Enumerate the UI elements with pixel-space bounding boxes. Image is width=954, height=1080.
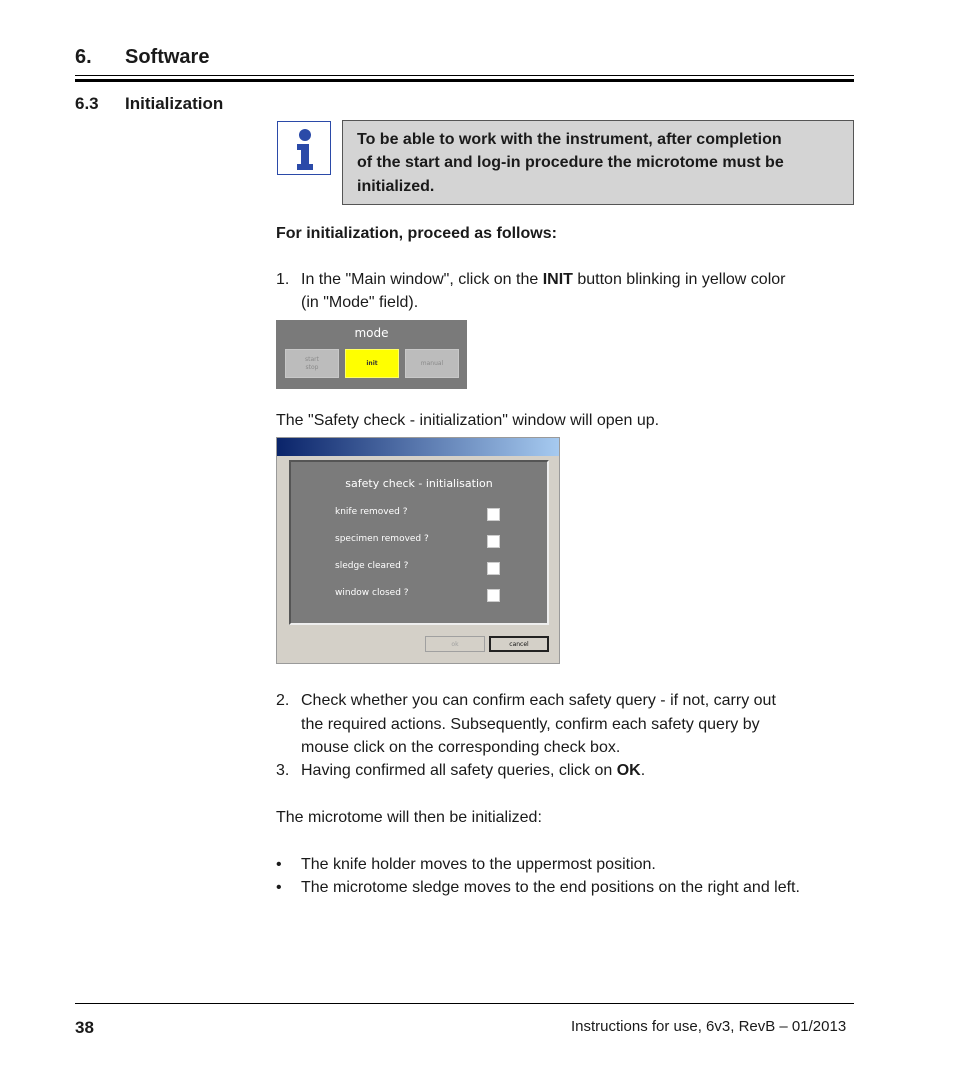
intro-text: For initialization, proceed as follows: [276,225,557,242]
bullet-symbol: • [276,879,282,896]
cancel-button[interactable]: cancel [489,636,549,652]
footer-rule [75,1003,854,1004]
mode-panel-screenshot [276,320,467,389]
dialog-titlebar [277,438,559,456]
info-icon [277,121,331,175]
note-line: of the start and log-in procedure the microtome must be [357,154,784,171]
bullet-symbol: • [276,856,282,873]
step-number: 2. [276,692,290,709]
header-rule-thin [75,75,854,76]
step2-line: mouse click on the corresponding check box. [301,739,621,756]
step1-line1 [301,268,785,291]
step2-line: Check whether you can confirm each safety query - if not, carry out [301,692,776,709]
safety-intro-text: The "Safety check - initialization" window will open up. [276,412,660,429]
start-label: start [305,355,319,363]
dialog-heading: safety check - initialisation [345,477,493,490]
step1-text: In the "Main window", click on the [301,271,543,288]
section-number: 6.3 [75,94,99,113]
checkbox-specimen-removed[interactable] [487,535,500,548]
stop-label: stop [305,363,319,371]
page-number: 38 [75,1018,94,1037]
query-sledge-cleared: sledge cleared ? [335,561,409,571]
dialog-panel [289,460,549,625]
query-window-closed: window closed ? [335,588,409,598]
bullet-item: The knife holder moves to the uppermost position. [301,856,656,873]
safety-dialog-screenshot [276,437,560,664]
step-number: 1. [276,271,290,288]
result-text: The microtome will then be initialized: [276,809,542,826]
step2-line: the required actions. Subsequently, confirm each safety query by [301,716,760,733]
note-line: initialized. [357,178,435,195]
query-knife-removed: knife removed ? [335,507,408,517]
bullet-item: The microtome sledge moves to the end positions on the right and left. [301,879,800,896]
chapter-title: Software [125,46,210,68]
start-stop-button[interactable] [285,349,339,378]
step3-text: . [640,762,646,779]
step3-text: Having confirmed all safety queries, click on [301,762,617,779]
checkbox-knife-removed[interactable] [487,508,500,521]
step1-line2: (in "Mode" field). [301,294,419,311]
step3-line [301,759,645,782]
checkbox-window-closed[interactable] [487,589,500,602]
checkbox-sledge-cleared[interactable] [487,562,500,575]
manual-button[interactable]: manual [405,349,459,378]
chapter-number: 6. [75,46,92,68]
ok-keyword: OK [616,762,641,779]
init-button[interactable]: init [345,349,399,378]
step-number: 3. [276,762,290,779]
init-keyword: INIT [542,271,573,288]
ok-button[interactable]: ok [425,636,485,652]
mode-title: mode [354,326,389,340]
note-box [342,120,854,205]
footer-reference: Instructions for use, 6v3, RevB – 01/2013 [571,1018,847,1035]
note-line: To be able to work with the instrument, after completion [357,131,782,148]
query-specimen-removed: specimen removed ? [335,534,429,544]
header-rule-thick [75,79,854,82]
section-title: Initialization [125,94,224,113]
step1-text: button blinking in yellow color [572,271,786,288]
